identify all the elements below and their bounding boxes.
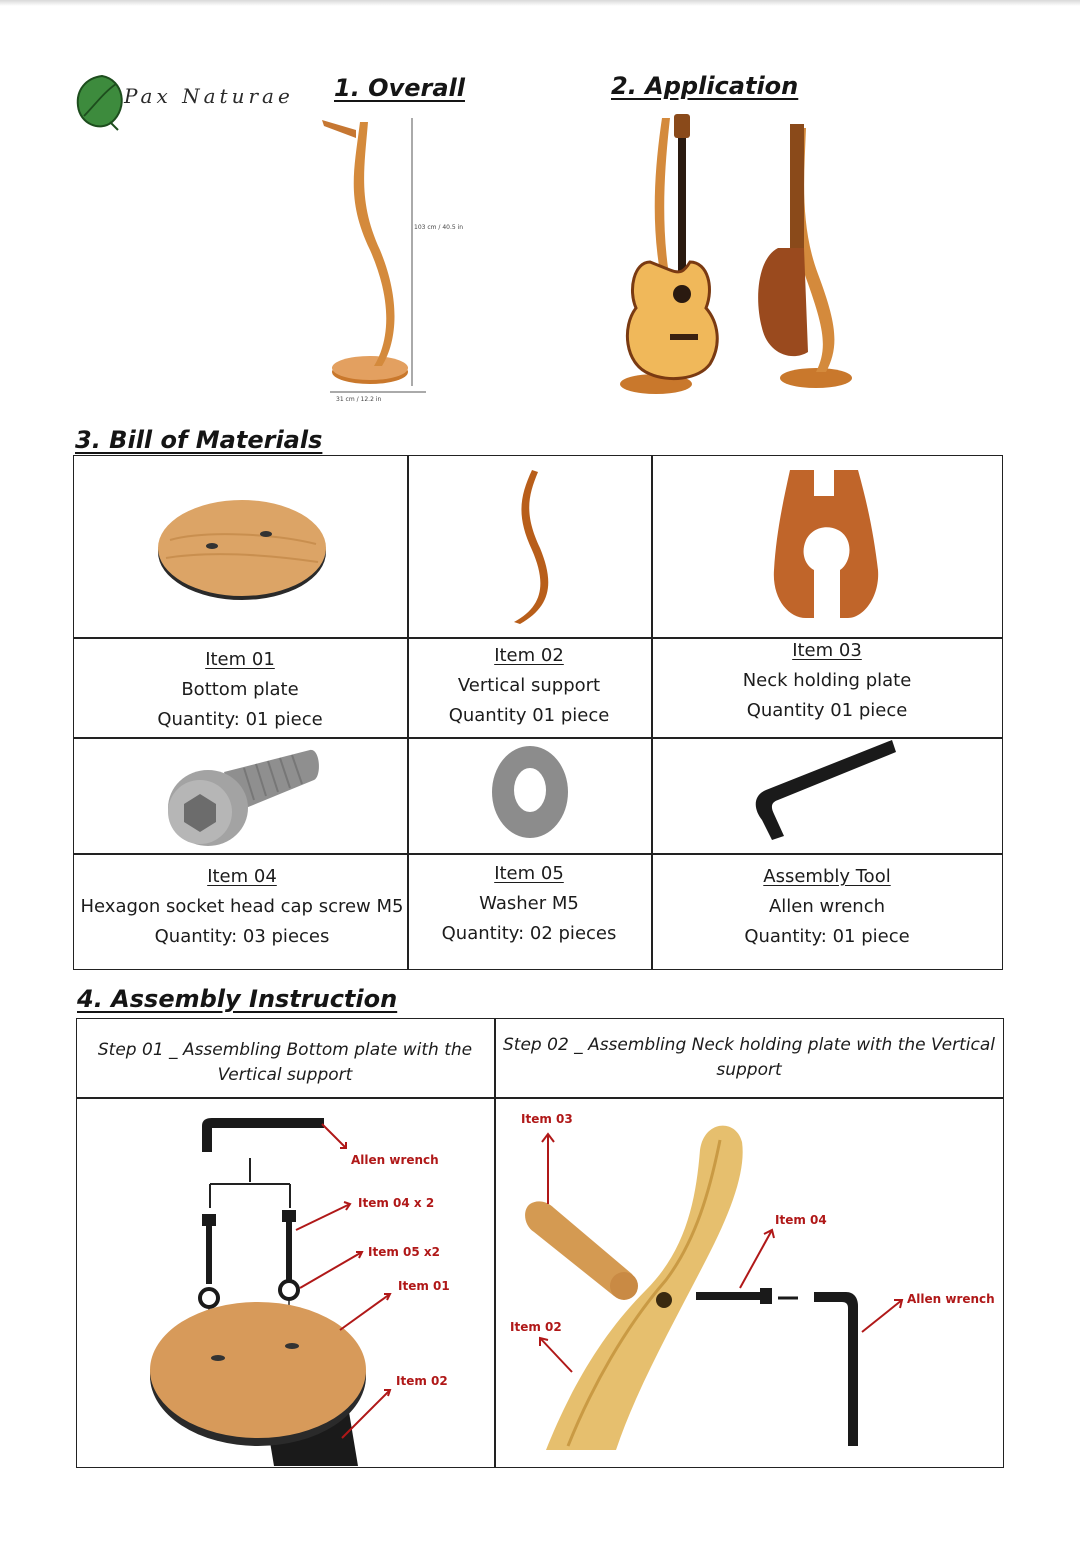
bom-item-02-text (409, 641, 649, 731)
step-01-callout-item-05: Item 05 x2 (368, 1245, 440, 1259)
bom-item-04-name: Hexagon socket head cap screw M5 (80, 896, 404, 917)
bom-item-05-text (409, 859, 649, 949)
bom-item-01-id: Item 01 (205, 649, 275, 670)
step-01-title-line2: Vertical support (217, 1065, 353, 1085)
application-guitar-front-image (610, 112, 730, 402)
step-02-callout-allen-wrench: Allen wrench (907, 1292, 995, 1306)
step-02-callout-item-02: Item 02 (510, 1320, 562, 1334)
step-02-callout-item-04: Item 04 (775, 1213, 827, 1227)
leaf-icon (72, 70, 132, 130)
allen-wrench-image (748, 736, 900, 846)
overall-height-label: 103 cm / 40.5 in (414, 224, 464, 231)
step-02-diagram (496, 1100, 1002, 1466)
bom-tool-name: Allen wrench (768, 896, 886, 917)
bom-item-01-text (75, 645, 405, 735)
bom-tool-qty: Quantity: 01 piece (744, 926, 910, 947)
bom-item-05-name: Washer M5 (479, 893, 579, 914)
bottom-plate-image (156, 500, 328, 606)
step-02-title-line2: support (716, 1060, 782, 1080)
section-application-heading: 2. Application (611, 72, 799, 100)
bom-item-02-qty: Quantity 01 piece (448, 705, 610, 726)
step-02-title (496, 1033, 1002, 1083)
washer-image (488, 742, 572, 842)
bom-item-05-qty: Quantity: 02 pieces (441, 923, 617, 944)
section-bom-heading: 3. Bill of Materials (75, 426, 323, 454)
step-01-title (78, 1038, 492, 1088)
bom-item-01-name: Bottom plate (181, 679, 299, 700)
bom-item-03-name: Neck holding plate (742, 670, 912, 691)
section-overall-heading: 1. Overall (334, 74, 465, 102)
bom-item-02-id: Item 02 (494, 645, 564, 666)
bom-item-04-qty: Quantity: 03 pieces (154, 926, 330, 947)
step-01-title-line1: Step 01 _ Assembling Bottom plate with the (97, 1040, 473, 1060)
brand-name: Pax Naturae (124, 84, 294, 108)
step-01-callout-item-01: Item 01 (398, 1279, 450, 1293)
vertical-support-image (506, 466, 556, 626)
application-guitar-side-image (748, 118, 858, 398)
bom-tool-text (653, 862, 1001, 952)
neck-holding-plate-image (768, 466, 884, 622)
bom-item-03-qty: Quantity 01 piece (746, 700, 908, 721)
bom-item-02-name: Vertical support (457, 675, 601, 696)
step-01-callout-allen-wrench: Allen wrench (351, 1153, 439, 1167)
step-02-callout-item-03: Item 03 (521, 1112, 573, 1126)
bom-item-03-id: Item 03 (792, 640, 862, 661)
bom-item-03-text (653, 636, 1001, 726)
cap-screw-image (164, 742, 324, 850)
bom-item-04-text (77, 862, 407, 952)
section-assembly-heading: 4. Assembly Instruction (77, 985, 398, 1013)
overall-width-label: 31 cm / 12.2 in (336, 396, 382, 403)
step-02-title-line1: Step 02 _ Assembling Neck holding plate with the Vertical (503, 1035, 995, 1055)
scan-top-edge (0, 0, 1080, 6)
bom-item-05-id: Item 05 (494, 863, 564, 884)
bom-item-04-id: Item 04 (207, 866, 277, 887)
step-01-callout-item-02: Item 02 (396, 1374, 448, 1388)
bom-tool-id: Assembly Tool (763, 866, 891, 887)
overall-stand-image (300, 110, 440, 410)
step-01-callout-item-04: Item 04 x 2 (358, 1196, 435, 1210)
bom-item-01-qty: Quantity: 01 piece (157, 709, 323, 730)
